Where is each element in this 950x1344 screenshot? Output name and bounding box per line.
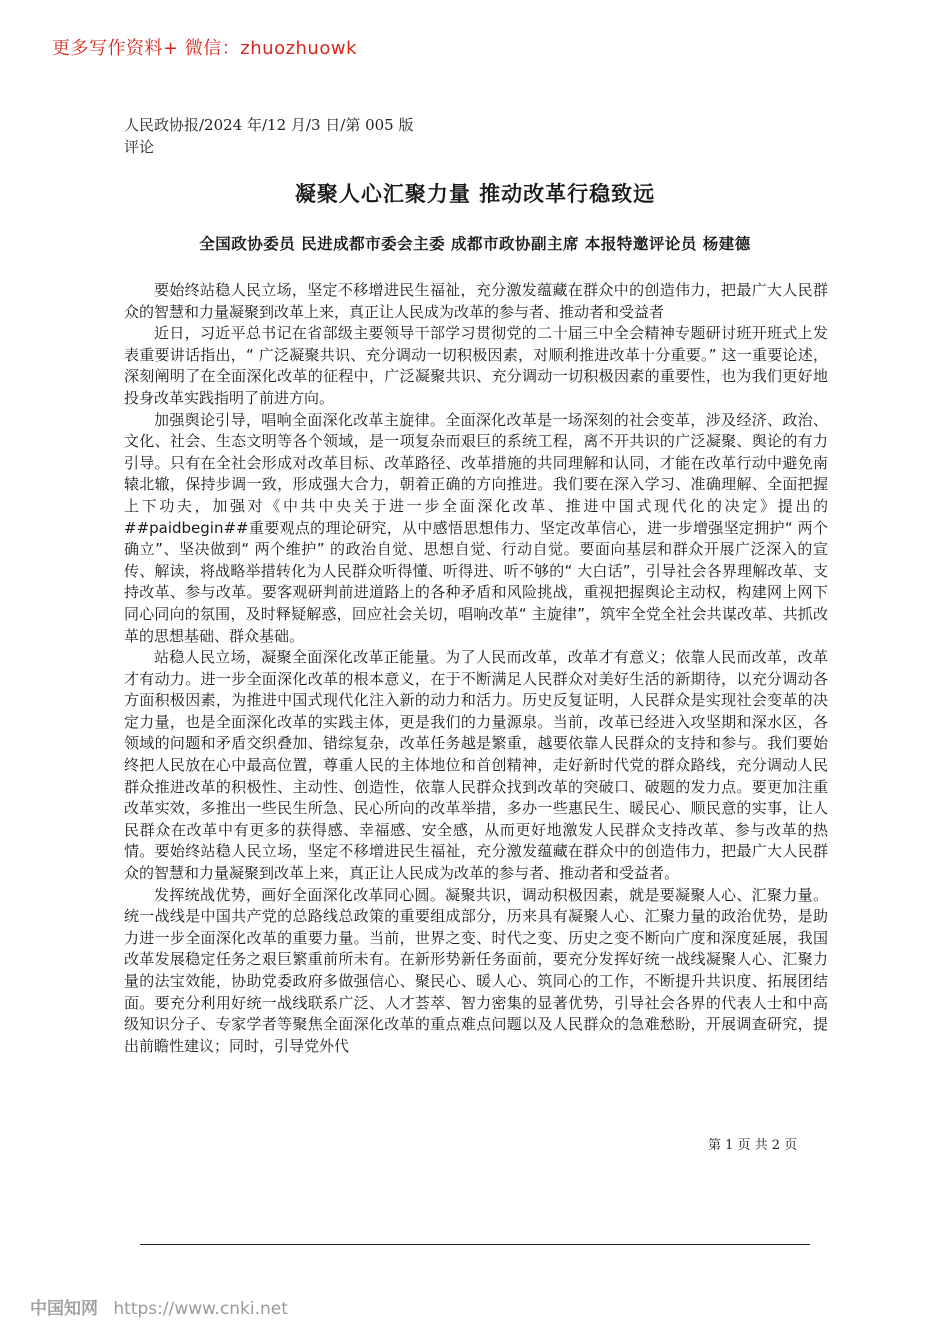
promo-banner: 更多写作资料+ 微信：zhuozhuowk [52, 38, 358, 59]
article-title: 凝聚人心汇聚力量 推动改革行稳致远 [294, 182, 656, 206]
paragraph: 站稳人民立场，凝聚全面深化改革正能量。为了人民而改革，改革才有意义；依靠人民而改革，改革才有动力。进一步全面深化改革的根本意义，在于不断满足人民群众对美好生活的新期待，以充分调动各方面积极因素，为推进中国式现代化注入新的动力和活力。历史反复证明，人民群众是实现社会变革的决定力量，也是全面深化改革的实践主体，更是我们的力量源泉。当前，改革已经进入攻坚期和深水区，各领域的问题和矛盾交织叠加、错综复杂，改革任务越是繁重，越要依靠人民群众的支持和参与。我们要始终把人民放在心中最高位置，尊重人民的主体地位和首创精神，走好新时代党的群众路线，充分调动人民群众推进改革的积极性、主动性、创造性，依靠人民群众找到改革的突破口、破题的发力点。要更加注重改革实效，多推出一些民生所急、民心所向的改革举措，多办一些惠民生、暖民心、顺民意的实事，让人民群众在改革中有更多的获得感、幸福感、安全感，从而更好地激发人民群众支持改革、参与改革的热情。要始终站稳人民立场，坚定不移增进民生福祉，充分激发蕴藏在群众中的创造伟力，把最广大人民群众的智慧和力量凝聚到改革上来，真正让人民成为改革的参与者、推动者和受益者。 [124, 648, 828, 883]
article-body [124, 280, 828, 1110]
footer-divider [140, 1244, 810, 1245]
author-byline: 全国政协委员 民进成都市委会主委 成都市政协副主席 本报特邀评论员 杨建德 [199, 235, 751, 253]
cnki-url: https://www.cnki.net [113, 1299, 288, 1319]
paragraph: 发挥统战优势，画好全面深化改革同心圆。凝聚共识，调动积极因素，就是要凝聚人心、汇聚力量。统一战线是中国共产党的总路线总政策的重要组成部分，历来具有凝聚人心、汇聚力量的政治优势，是助力进一步全面深化改革的重要力量。当前，世界之变、时代之变、历史之变不断向广度和深度延展，我国改革发展稳定任务之艰巨繁重前所未有。在新形势新任务面前，要充分发挥好统一战线凝聚人心、汇聚力量的法宝效能，协助党委政府多做强信心、聚民心、暖人心、筑同心的工作，不断提升共识度、拓展团结面。要充分利用好统一战线联系广泛、人才荟萃、智力密集的显著优势，引导社会各界的代表人士和中高级知识分子、专家学者等聚焦全面深化改革的重点难点问题以及人民群众的急难愁盼，开展调查研究，提出前瞻性建议；同时，引导党外代 [124, 885, 828, 1055]
cnki-watermark [30, 1294, 288, 1319]
source-citation: 人民政协报/2024 年/12 月/3 日/第 005 版评论 [124, 116, 414, 156]
paragraph: 加强舆论引导，唱响全面深化改革主旋律。全面深化改革是一场深刻的社会变革，涉及经济、政治、文化、社会、生态文明等各个领域，是一项复杂而艰巨的系统工程，离不开共识的广泛凝聚、舆论的有力引导。只有在全社会形成对改革目标、改革路径、改革措施的共同理解和认同，才能在改革行动中避免南辕北辙，保持步调一致，形成强大合力，朝着正确的方向推进。我们要在深入学习、准确理解、全面把握上下功夫，加强对《中共中央关于进一步全面深化改革、推进中国式现代化的决定》提出的##paidbegin##重要观点的理论研究，从中感悟思想伟力、坚定改革信心，进一步增强坚定拥护“ 两个确立”、坚决做到“ 两个维护” 的政治自觉、思想自觉、行动自觉。要面向基层和群众开展广泛深入的宣传、解读，将战略举措转化为人民群众听得懂、听得进、听不够的“ 大白话”，引导社会各界理解改革、支持改革、参与改革。要客观研判前进道路上的各种矛盾和风险挑战，重视把握舆论主动权，构建网上网下同心同向的氛围，及时释疑解惑，回应社会关切，唱响改革“ 主旋律”，筑牢全党全社会共谋改革、共抓改革的思想基础、群众基础。 [124, 410, 828, 645]
paragraph: 要始终站稳人民立场，坚定不移增进民生福祉，充分激发蕴藏在群众中的创造伟力，把最广大人民群众的智慧和力量凝聚到改革上来，真正让人民成为改革的参与者、推动者和受益者 [124, 281, 828, 321]
cnki-logo: 中国知网 [30, 1299, 98, 1319]
paragraph: 近日，习近平总书记在省部级主要领导干部学习贯彻党的二十届三中全会精神专题研讨班开班式上发表重要讲话指出，“ 广泛凝聚共识、充分调动一切积极因素，对顺利推进改革十分重要。” 这一重要论述，深刻阐明了在全面深化改革的征程中，广泛凝聚共识、充分调动一切积极因素的重要性，也为我们更好地投身改革实践指明了前进方向。 [124, 324, 828, 407]
page-number: 第 1 页 共 2 页 [708, 1138, 798, 1153]
